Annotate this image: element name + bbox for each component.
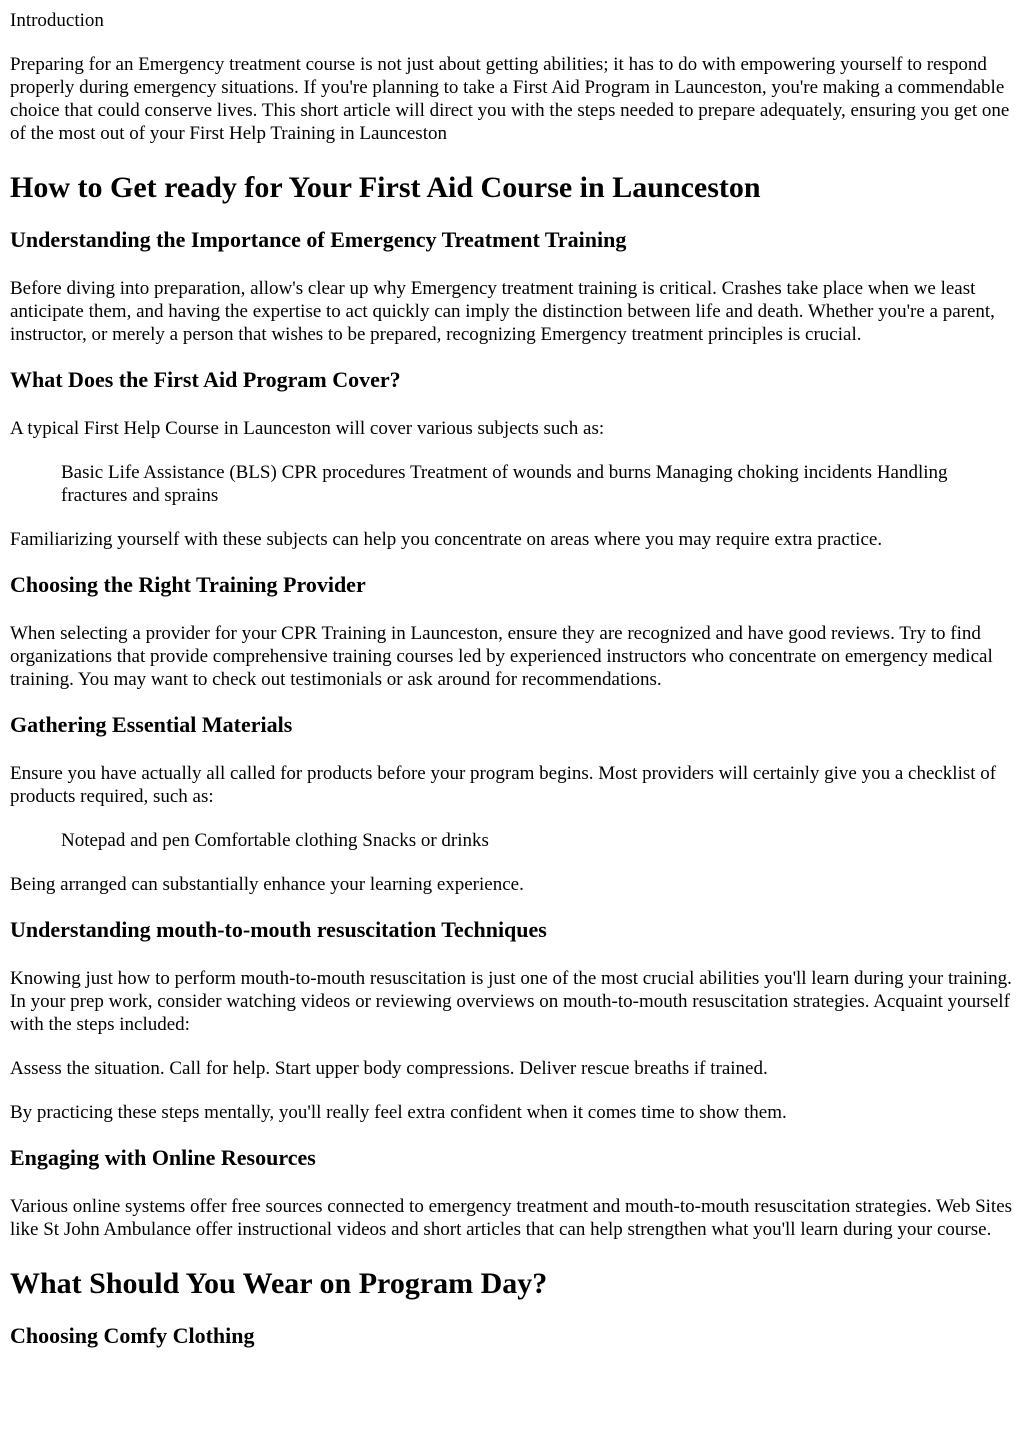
resuscitation-paragraph: Knowing just how to perform mouth-to-mouth resuscitation is just one of the most crucial abilities you'll learn during your training. In your prep work, consider watching videos or reviewing overviews on mouth-to-mouth resuscitation strategies. Acquaint yourself with the steps included:: [10, 968, 1012, 1035]
online-heading: Engaging with Online Resources: [10, 1145, 316, 1170]
cover-heading: What Does the First Aid Program Cover?: [10, 367, 401, 392]
intro-label: Introduction: [10, 10, 104, 31]
provider-heading: Choosing the Right Training Provider: [10, 572, 366, 597]
cover-topic-list: Basic Life Assistance (BLS) CPR procedures Treatment of wounds and burns Managing choking incidents Handling fractures and sprains: [61, 462, 948, 506]
wear-heading: What Should You Wear on Program Day?: [10, 1267, 548, 1300]
materials-heading: Gathering Essential Materials: [10, 712, 293, 737]
cover-outro: Familiarizing yourself with these subjects can help you concentrate on areas where you may require extra practice.: [10, 529, 883, 550]
resuscitation-outro: By practicing these steps mentally, you'll really feel extra confident when it comes time to show them.: [10, 1102, 787, 1123]
provider-paragraph: When selecting a provider for your CPR Training in Launceston, ensure they are recognized and have good reviews. Try to find organizations that provide comprehensive training courses led by experienced instructors who concentrate on emergency medical training. You may want to check out testimonials or ask around for recommendations.: [10, 623, 993, 690]
main-heading: How to Get ready for Your First Aid Course in Launceston: [10, 171, 761, 204]
online-paragraph: Various online systems offer free sources connected to emergency treatment and mouth-to-mouth resuscitation strategies. Web Sites like St John Ambulance offer instructional videos and short articles that can help strengthen what you'll learn during your course.: [10, 1196, 1013, 1240]
resuscitation-steps: Assess the situation. Call for help. Start upper body compressions. Deliver rescue breaths if trained.: [10, 1058, 768, 1079]
materials-outro: Being arranged can substantially enhance your learning experience.: [10, 874, 524, 895]
materials-intro: Ensure you have actually all called for products before your program begins. Most providers will certainly give you a checklist of products required, such as:: [10, 763, 997, 807]
importance-paragraph: Before diving into preparation, allow's clear up why Emergency treatment training is critical. Crashes take place when we least anticipate them, and having the expertise to act quickly can imply the distinction between life and death. Whether you're a parent, instructor, or merely a person that wishes to be prepared, recognizing Emergency treatment principles is crucial.: [10, 278, 995, 345]
intro-paragraph: Preparing for an Emergency treatment course is not just about getting abilities; it has to do with empowering yourself to respond properly during emergency situations. If you're planning to take a First Aid Program in Launceston, you're making a commendable choice that could conserve lives. This short article will direct you with the steps needed to prepare adequately, ensuring you get one of the most out of your First Help Training in Launceston: [10, 54, 1010, 144]
materials-list: Notepad and pen Comfortable clothing Snacks or drinks: [61, 830, 489, 851]
resuscitation-heading: Understanding mouth-to-mouth resuscitation Techniques: [10, 917, 547, 942]
importance-heading: Understanding the Importance of Emergency Treatment Training: [10, 227, 627, 252]
clothing-heading: Choosing Comfy Clothing: [10, 1323, 255, 1348]
cover-intro: A typical First Help Course in Launceston will cover various subjects such as:: [10, 418, 605, 439]
